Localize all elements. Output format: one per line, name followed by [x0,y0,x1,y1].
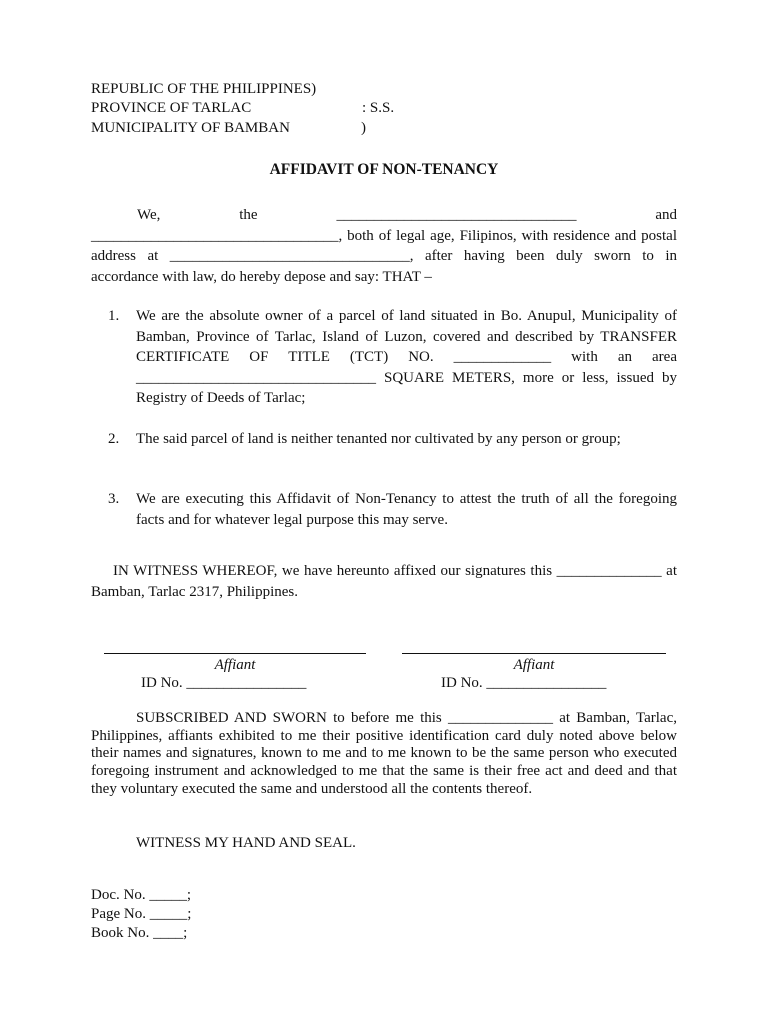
caption-ss: : S.S. [362,100,395,116]
item-number: 2. [108,431,120,447]
item-text: We are the absolute owner of a parcel of land situated in Bo. Anupul, Municipality of Bamban, Province of Tarlac, Island of Luzon, covered and described by TRANSFER CERTIFICATE OF TITLE (TCT) NO. _____________ with an area ________________________________ SQUARE METERS, more or less, issued by Registry of Deeds of Tarlac; [136,308,677,406]
list-item [108,306,677,409]
document-title: AFFIDAVIT OF NON-TENANCY [269,161,499,178]
item-text: The said parcel of land is neither tenanted nor cultivated by any person or group; [136,431,621,447]
caption-paren: ) [361,120,366,136]
witness-hand-seal: WITNESS MY HAND AND SEAL. [136,835,356,851]
item-text: We are executing this Affidavit of Non-Tenancy to attest the truth of all the foregoing facts and for whatever legal purpose this may serve. [136,491,677,528]
list-item [108,429,677,450]
affiant-signature-line-right [402,653,666,654]
witness-paragraph: IN WITNESS WHEREOF, we have hereunto affixed our signatures this ______________ at Bamban, Tarlac 2317, Philippines. [91,563,677,600]
caption-province: PROVINCE OF TARLAC [91,100,252,116]
id-number-left: ID No. ________________ [141,675,307,691]
affiant-label-right: Affiant [513,657,555,673]
id-number-right: ID No. ________________ [441,675,607,691]
affiant-signature-line-left [104,653,366,654]
item-number: 3. [108,491,120,507]
caption-municipality: MUNICIPALITY OF BAMBAN [91,120,290,136]
doc-number: Doc. No. _____; [91,887,191,903]
item-number: 1. [108,308,120,324]
book-number: Book No. ____; [91,925,188,941]
caption-republic: REPUBLIC OF THE PHILIPPINES) [91,81,317,97]
page-number: Page No. _____; [91,906,192,922]
subscribed-paragraph: SUBSCRIBED AND SWORN to before me this ______________ at Bamban, Tarlac, Philippines, affiants exhibited to me their positive identification card duly noted above below their names and signatures, known to me and to me known to be the same person who executed foregoing instrument and acknowledged to me that the same is their free act and deed and that they voluntary executed the same and understood all the contents thereof. [91,710,677,797]
affiant-label-left: Affiant [214,657,256,673]
list-item [108,489,677,530]
intro-paragraph: We, the ________________________________ and _________________________________, both of legal age, Filipinos, with residence and postal address at ________________________________, after having been duly sworn to in accordance with law, do hereby depose and say: THAT – [91,207,677,285]
